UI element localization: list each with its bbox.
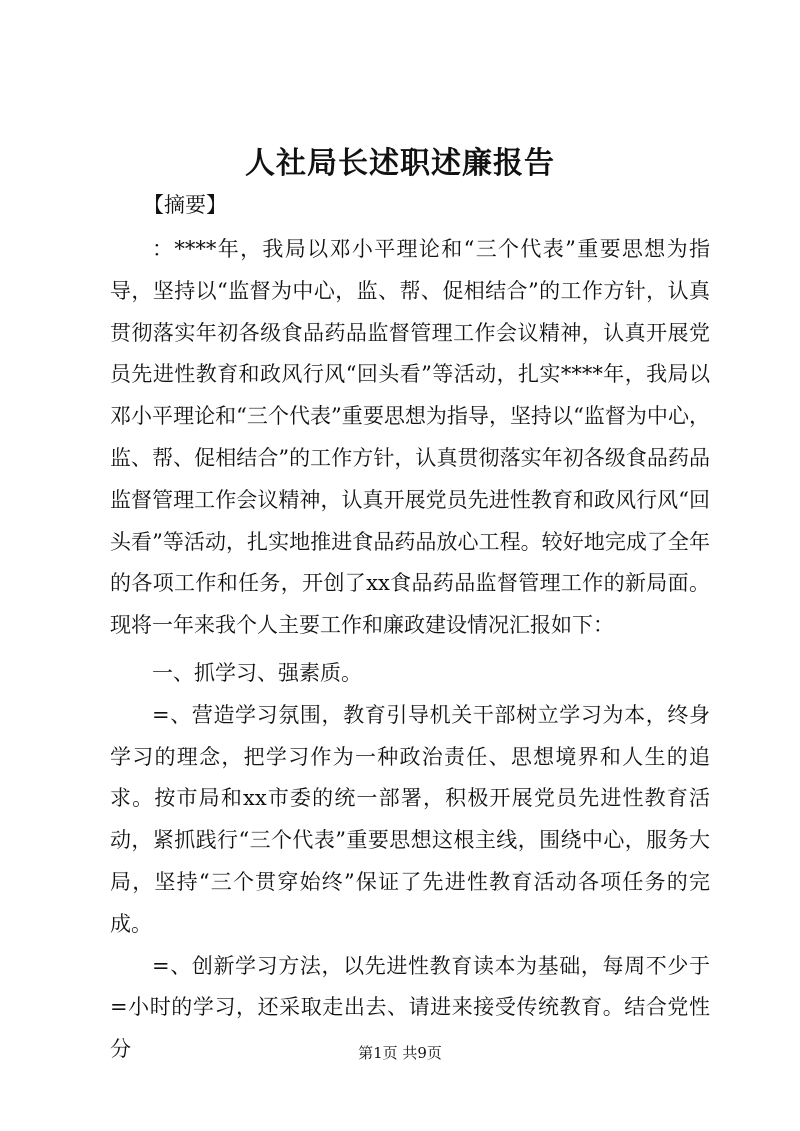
summary-label: 【摘要】	[143, 193, 227, 217]
document-title: 人社局长述职述廉报告	[245, 146, 555, 181]
section-heading: 一、抓学习、强素质。	[152, 660, 362, 685]
body-paragraph: ：****年，我局以邓小平理论和“三个代表”重要思想为指导，坚持以“监督为中心，监、帮、促相结合”的工作方针，认真贯彻落实年初各级食品药品监督管理工作会议精神，认真开展党员先进性教育和政风行风“回头看”等活动，扎实****年，我局以邓小平理论和“三个代表”重要思想为指导，坚持以“监督为中心，监、帮、促相结合”的工作方针，认真贯彻落实年初各级食品药品监督管理工作会议精神，认真开展党员先进性教育和政风行风“回头看”等活动，扎实地推进食品药品放心工程。较好地完成了全年的各项工作和任务，开创了xx食品药品监督管理工作的新局面。现将一年来我个人主要工作和廉政建设情况汇报如下：	[110, 237, 710, 638]
body-paragraph: =、创新学习方法，以先进性教育读本为基础，每周不少于=小时的学习，还采取走出去、请进来接受传统教育。结合党性分	[110, 953, 710, 1062]
page-footer: 第1页 共9页	[358, 1044, 442, 1062]
document-body	[110, 229, 710, 1071]
body-paragraph: =、营造学习氛围，教育引导机关干部树立学习为本，终身学习的理念，把学习作为一种政治责任、思想境界和人生的追求。按市局和xx市委的统一部署，积极开展党员先进性教育活动，紧抓践行“三个代表”重要思想这根主线，围绕中心，服务大局，坚持“三个贯穿始终”保证了先进性教育活动各项任务的完成。	[110, 702, 710, 936]
